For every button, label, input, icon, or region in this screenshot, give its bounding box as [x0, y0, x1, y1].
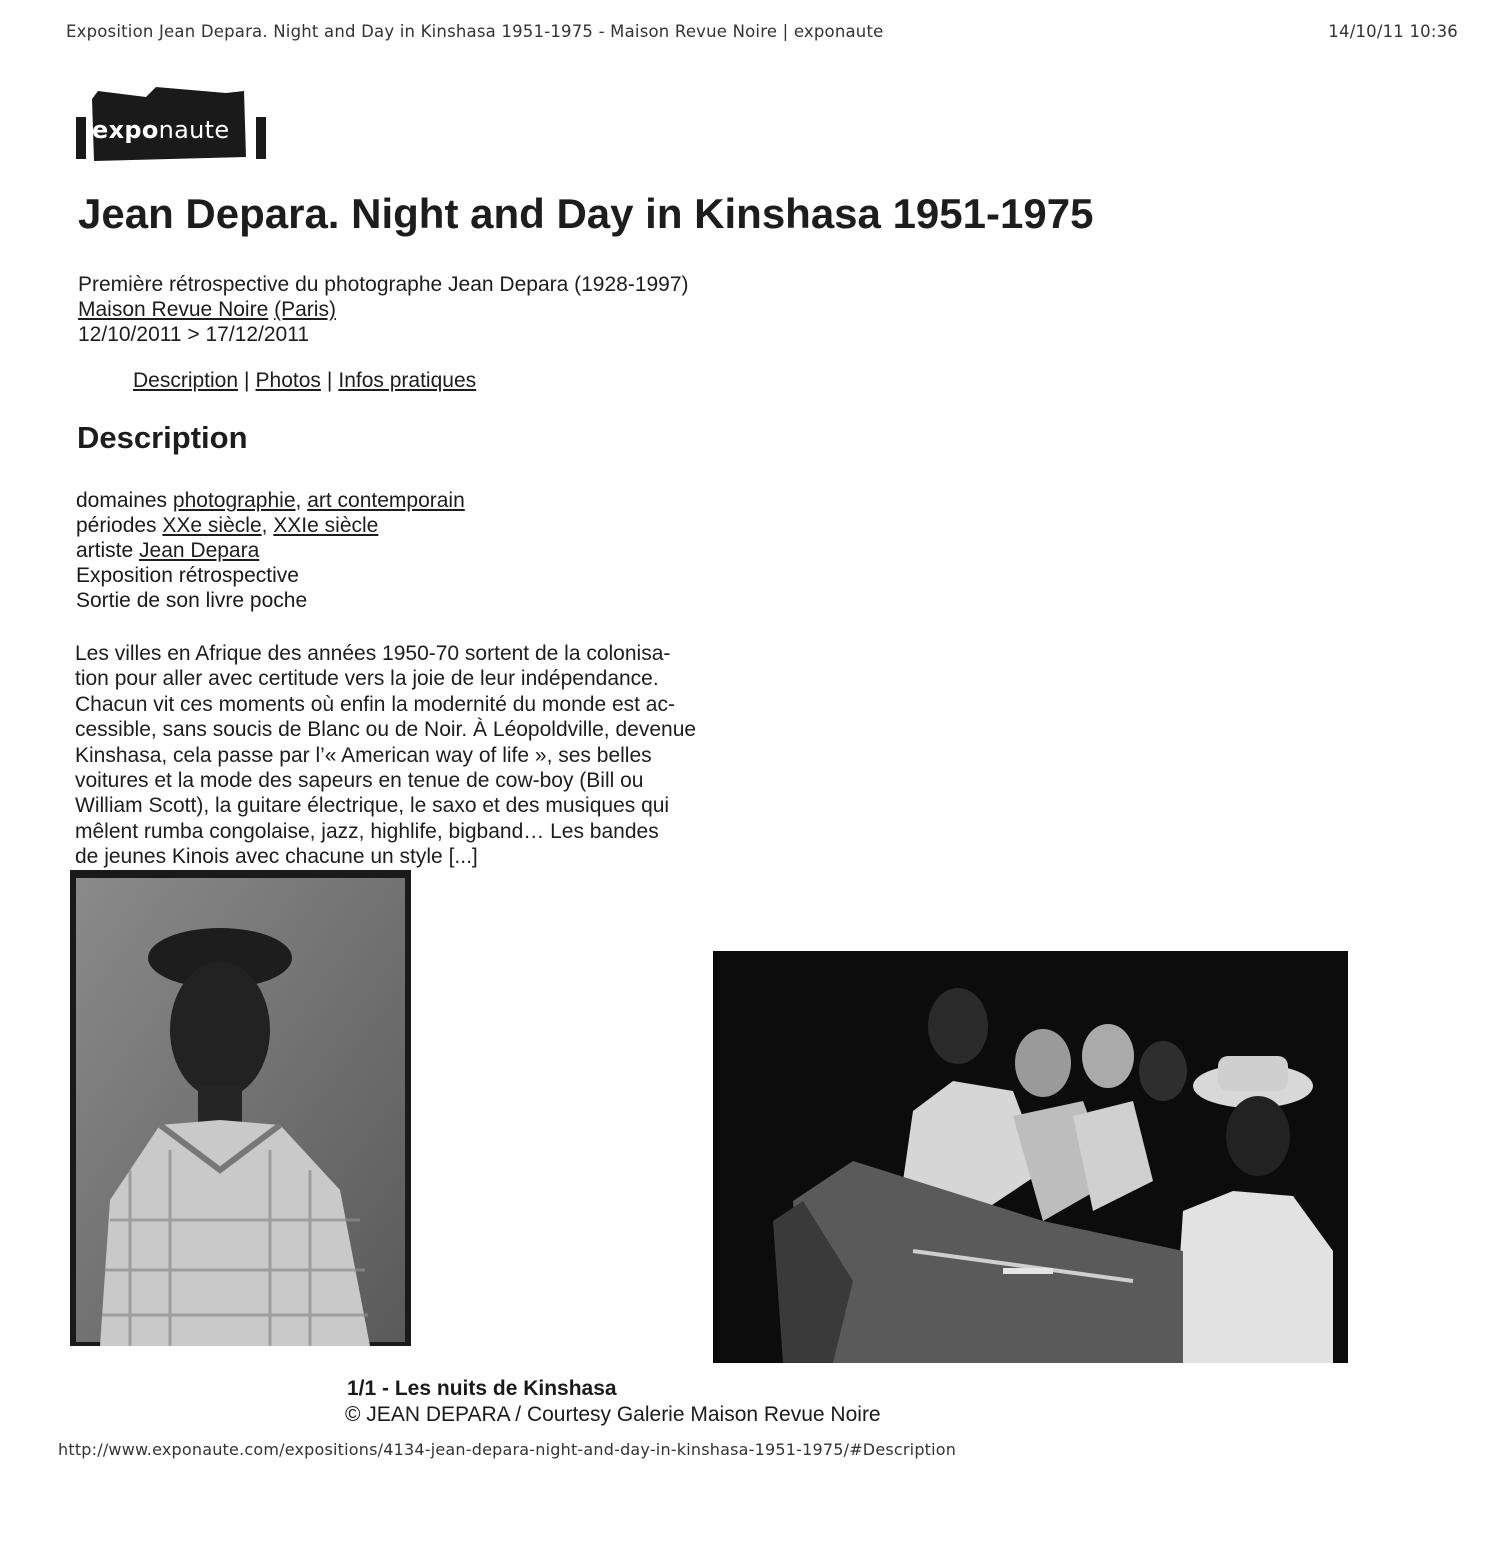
domaines-label: domaines: [76, 489, 168, 512]
logo-wordmark: exponaute: [92, 116, 230, 144]
print-timestamp: 14/10/11 10:36: [1328, 22, 1458, 41]
description-line: Les villes en Afrique des années 1950-70 sortent de la colonisa-: [75, 642, 671, 665]
exhibition-venue-line: [78, 297, 689, 322]
description-text: [75, 641, 747, 870]
venue-link[interactable]: Maison Revue Noire: [78, 298, 269, 321]
tab-photos[interactable]: Photos: [255, 369, 321, 392]
domaines-row: domaines photographie, art contemporain: [76, 489, 465, 512]
portrait-photo[interactable]: [70, 870, 411, 1346]
description-line: Kinshasa, cela passe par l’« American way of life », ses belles: [75, 743, 652, 767]
section-tabs: [133, 369, 476, 393]
page-title: Jean Depara. Night and Day in Kinshasa 1951-1975: [78, 190, 1094, 237]
exhibition-dates: 12/10/2011 > 17/12/2011: [78, 323, 310, 346]
description-line: Chacun vit ces moments où enfin la modernité du monde est ac-: [75, 692, 675, 716]
periodes-label: périodes: [76, 514, 157, 537]
photo-caption-title: 1/1 - Les nuits de Kinshasa: [347, 1377, 617, 1400]
exhibition-subtitle: Première rétrospective du photographe Jean Depara (1928-1997): [78, 273, 689, 296]
tab-separator: |: [244, 369, 250, 392]
photo-caption-credit: © JEAN DEPARA / Courtesy Galerie Maison Revue Noire: [345, 1403, 881, 1426]
artiste-row: [76, 538, 465, 563]
description-line: William Scott), la guitare électrique, le saxo et des musiques qui: [75, 794, 670, 818]
periode-link-xxe[interactable]: XXe siècle: [162, 514, 262, 537]
periode-link-xxie[interactable]: XXIe siècle: [273, 514, 379, 537]
exponaute-logo[interactable]: [76, 83, 268, 163]
print-footer-url: http://www.exponaute.com/expositions/4134-jean-depara-night-and-day-in-kinshasa-1951-1975/#Description: [58, 1440, 957, 1459]
periodes-row: périodes XXe siècle, XXIe siècle: [76, 514, 379, 537]
exhibition-note: Sortie de son livre poche: [76, 589, 308, 612]
portrait-photo-image: [70, 870, 411, 1346]
domaine-link-photographie[interactable]: photographie: [172, 489, 296, 512]
artist-link[interactable]: Jean Depara: [139, 539, 260, 562]
artiste-label: artiste: [76, 539, 134, 562]
description-line: de jeunes Kinois avec chacune un style [...]: [75, 845, 478, 869]
exhibition-meta: [78, 272, 689, 347]
tab-infos-pratiques[interactable]: Infos pratiques: [338, 369, 477, 392]
night-car-photo[interactable]: [713, 951, 1348, 1363]
night-car-photo-image: [713, 951, 1348, 1363]
section-title: Description: [77, 420, 248, 455]
tab-description[interactable]: Description: [133, 369, 239, 392]
description-line: voitures et la mode des sapeurs en tenue de cow-boy (Bill ou: [75, 769, 644, 793]
exhibition-type: Exposition rétrospective: [76, 564, 299, 587]
description-line: mêlent rumba congolaise, jazz, highlife, bigband… Les bandes: [75, 819, 659, 843]
document-title: Exposition Jean Depara. Night and Day in Kinshasa 1951-1975 - Maison Revue Noire | exponaute: [66, 22, 884, 41]
description-line: tion pour aller avec certitude vers la joie de leur indépendance.: [75, 667, 659, 691]
city-link[interactable]: (Paris): [274, 298, 336, 321]
taxonomy-block: [76, 488, 465, 613]
domaine-link-art-contemporain[interactable]: art contemporain: [307, 489, 465, 512]
description-line: cessible, sans soucis de Blanc ou de Noir. À Léopoldville, devenue: [75, 718, 697, 742]
tab-separator: |: [326, 369, 333, 392]
